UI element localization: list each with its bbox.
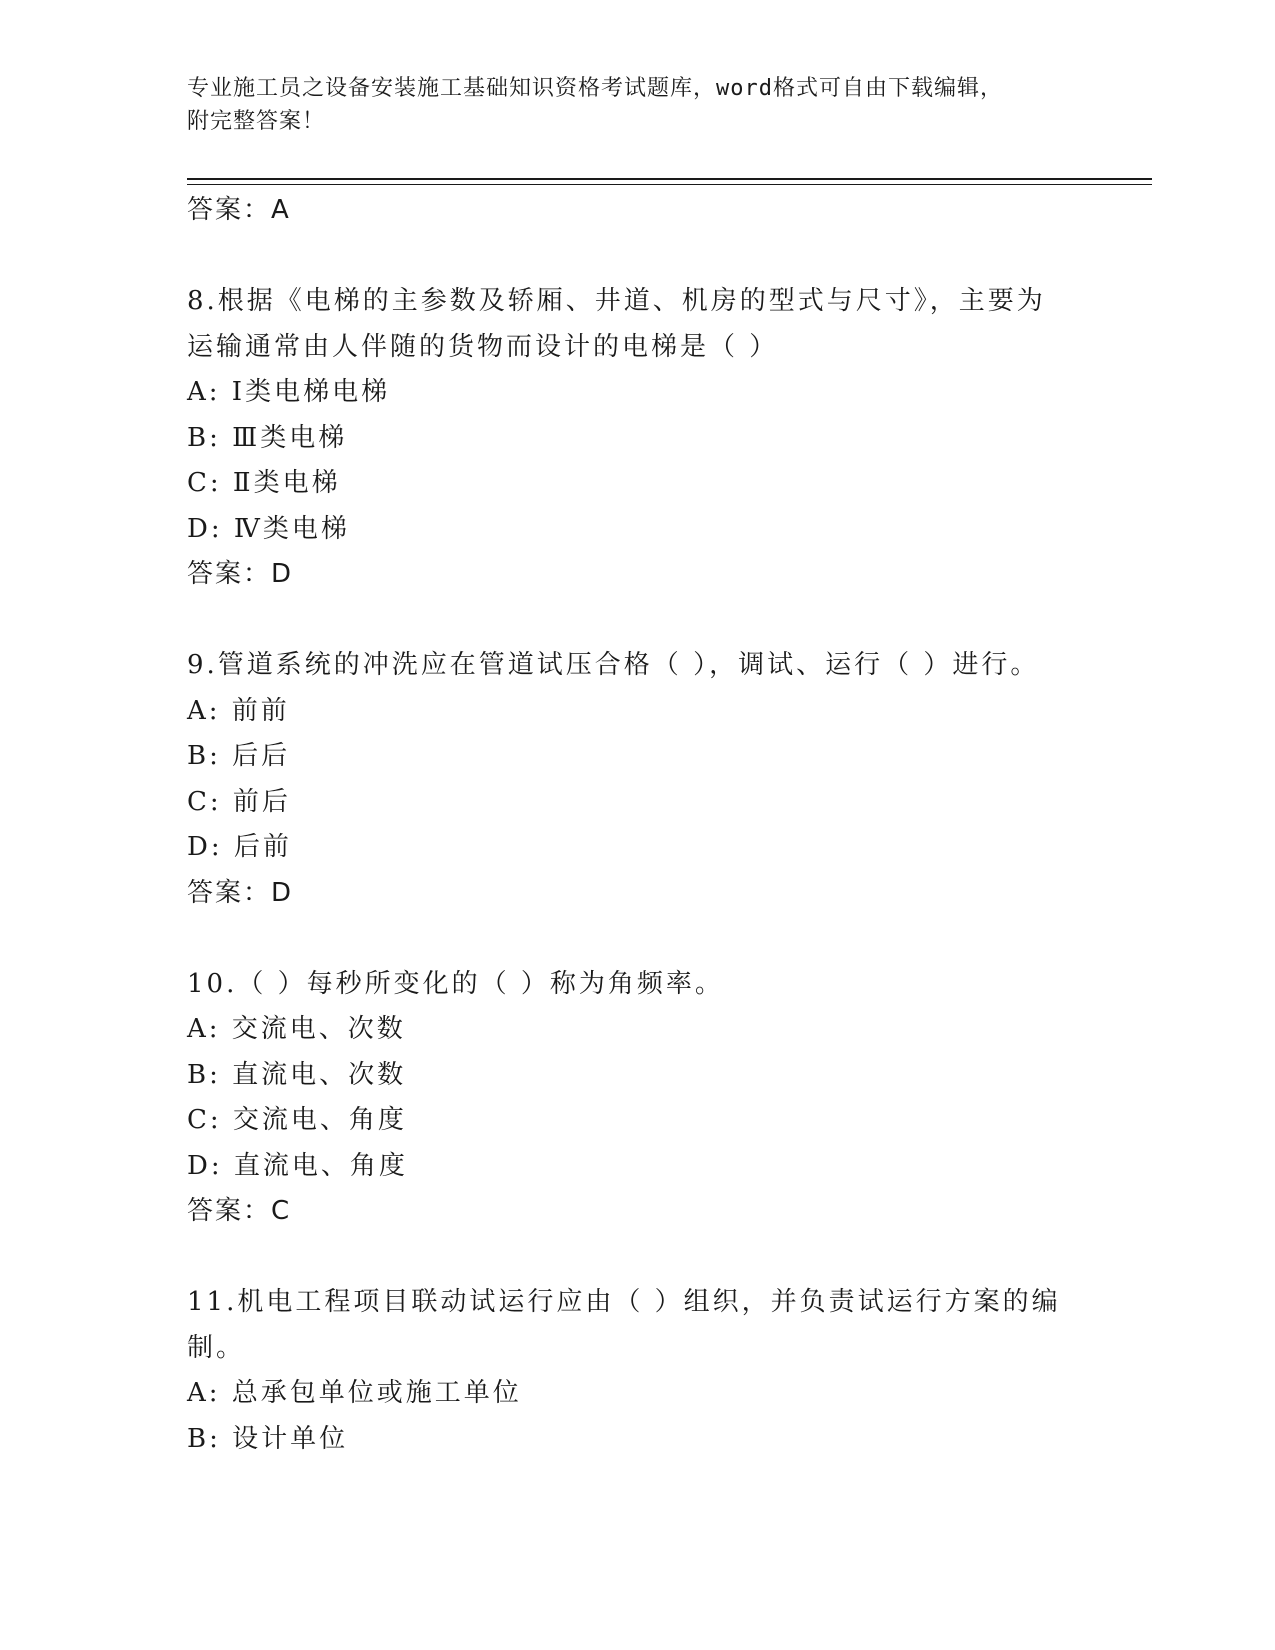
question-11-text-line-1: 11.机电工程项目联动试运行应由（ ）组织，并负责试运行方案的编 xyxy=(187,1287,1061,1317)
header-line-1: 专业施工员之设备安装施工基础知识资格考试题库，word格式可自由下载编辑， xyxy=(187,76,1003,101)
spacer xyxy=(187,1235,1087,1281)
question-9-option-d: D: 后前 xyxy=(187,832,292,862)
question-11-option-a: A: 总承包单位或施工单位 xyxy=(187,1378,522,1408)
question-11-text-line-2: 制。 xyxy=(187,1332,246,1363)
question-9-option-b: B: 后后 xyxy=(187,741,291,771)
question-8-option-b: B: Ⅲ类电梯 xyxy=(187,422,348,453)
question-8 xyxy=(187,279,1087,598)
question-10 xyxy=(187,962,1087,1235)
question-8-text-line-2: 运输通常由人伴随的货物而设计的电梯是（ ） xyxy=(187,331,779,362)
question-11-option-b: B: 设计单位 xyxy=(187,1423,349,1454)
spacer xyxy=(187,598,1087,644)
previous-answer: 答案：A xyxy=(187,195,291,225)
question-8-option-d: D: Ⅳ类电梯 xyxy=(187,513,350,544)
question-8-option-a: A: Ⅰ类电梯电梯 xyxy=(187,377,391,407)
question-9-option-a: A: 前前 xyxy=(187,695,290,726)
header-line-2: 附完整答案！ xyxy=(187,109,326,134)
question-11 xyxy=(187,1280,1087,1462)
question-9-answer: 答案：D xyxy=(187,877,294,908)
question-10-text-line-1: 10.（ ）每秒所变化的（ ）称为角频率。 xyxy=(187,968,724,999)
question-10-option-a: A: 交流电、次数 xyxy=(187,1014,406,1044)
question-10-option-c: C: 交流电、角度 xyxy=(187,1105,407,1135)
question-content xyxy=(187,188,1087,1462)
question-9-option-c: C: 前后 xyxy=(187,786,291,817)
question-10-option-b: B: 直流电、次数 xyxy=(187,1059,407,1090)
header-divider xyxy=(187,178,1152,185)
question-8-text-line-1: 8.根据《电梯的主参数及轿厢、井道、机房的型式与尺寸》，主要为 xyxy=(187,286,1046,316)
question-8-answer: 答案：D xyxy=(187,559,294,589)
question-10-answer: 答案：C xyxy=(187,1196,292,1226)
question-10-option-d: D: 直流电、角度 xyxy=(187,1150,408,1181)
spacer xyxy=(187,234,1087,280)
page-header xyxy=(187,72,1067,138)
question-9-text-line-1: 9.管道系统的冲洗应在管道试压合格（ ），调试、运行（ ）进行。 xyxy=(187,650,1040,680)
question-8-option-c: C: Ⅱ类电梯 xyxy=(187,468,341,498)
spacer xyxy=(187,916,1087,962)
question-9 xyxy=(187,643,1087,916)
